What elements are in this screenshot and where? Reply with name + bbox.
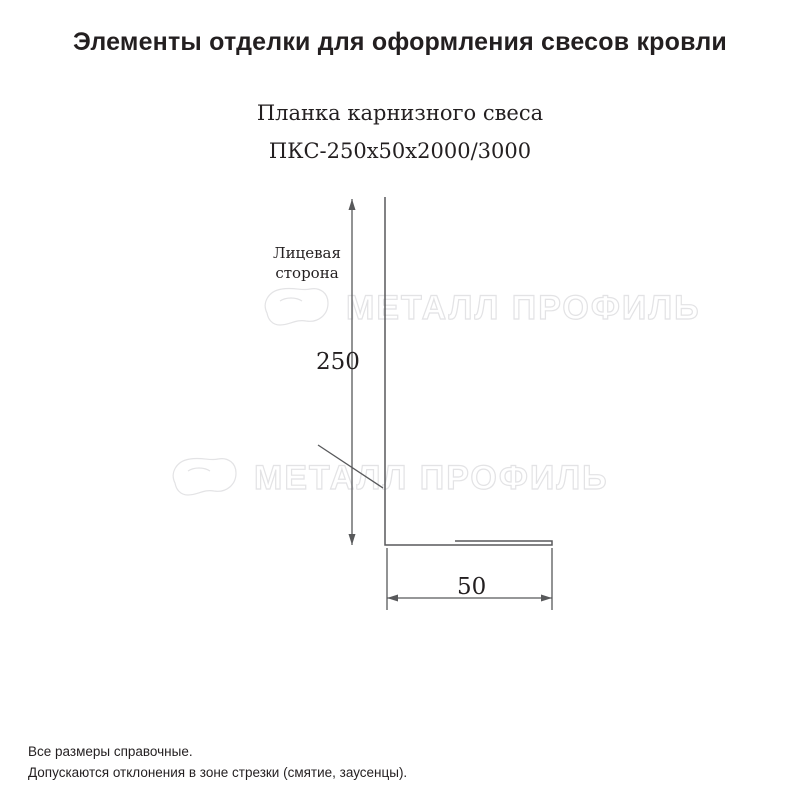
face-side-label [247,243,367,284]
dimension-horizontal-value: 50 [457,574,487,600]
dim-arrow-top [349,199,356,210]
dimension-vertical-value: 250 [316,349,360,375]
footnote-line-1: Все размеры справочные. [28,744,193,759]
dim-arrow-bottom [349,534,356,545]
product-name: Планка карнизного свеса [256,101,544,125]
footnote-line-2: Допускаются отклонения в зоне стрезки (смятие, заусенцы). [28,764,408,780]
svg-text:МЕТАЛЛ ПРОФИЛЬ: МЕТАЛЛ ПРОФИЛЬ [346,289,701,327]
product-code: ПКС-250x50x2000/3000 [268,139,532,163]
face-side-label-line2: сторона [275,264,339,283]
footnotes [28,742,407,784]
dim-arrow-right [541,595,552,602]
profile-outline [385,197,552,545]
leader-line [318,445,383,488]
face-side-label-line1: Лицевая [273,244,341,262]
svg-text:МЕТАЛЛ ПРОФИЛЬ: МЕТАЛЛ ПРОФИЛЬ [254,459,609,497]
page-title: Элементы отделки для оформления свесов кровли [73,28,727,56]
technical-drawing [0,170,800,640]
dim-arrow-left [387,595,398,602]
